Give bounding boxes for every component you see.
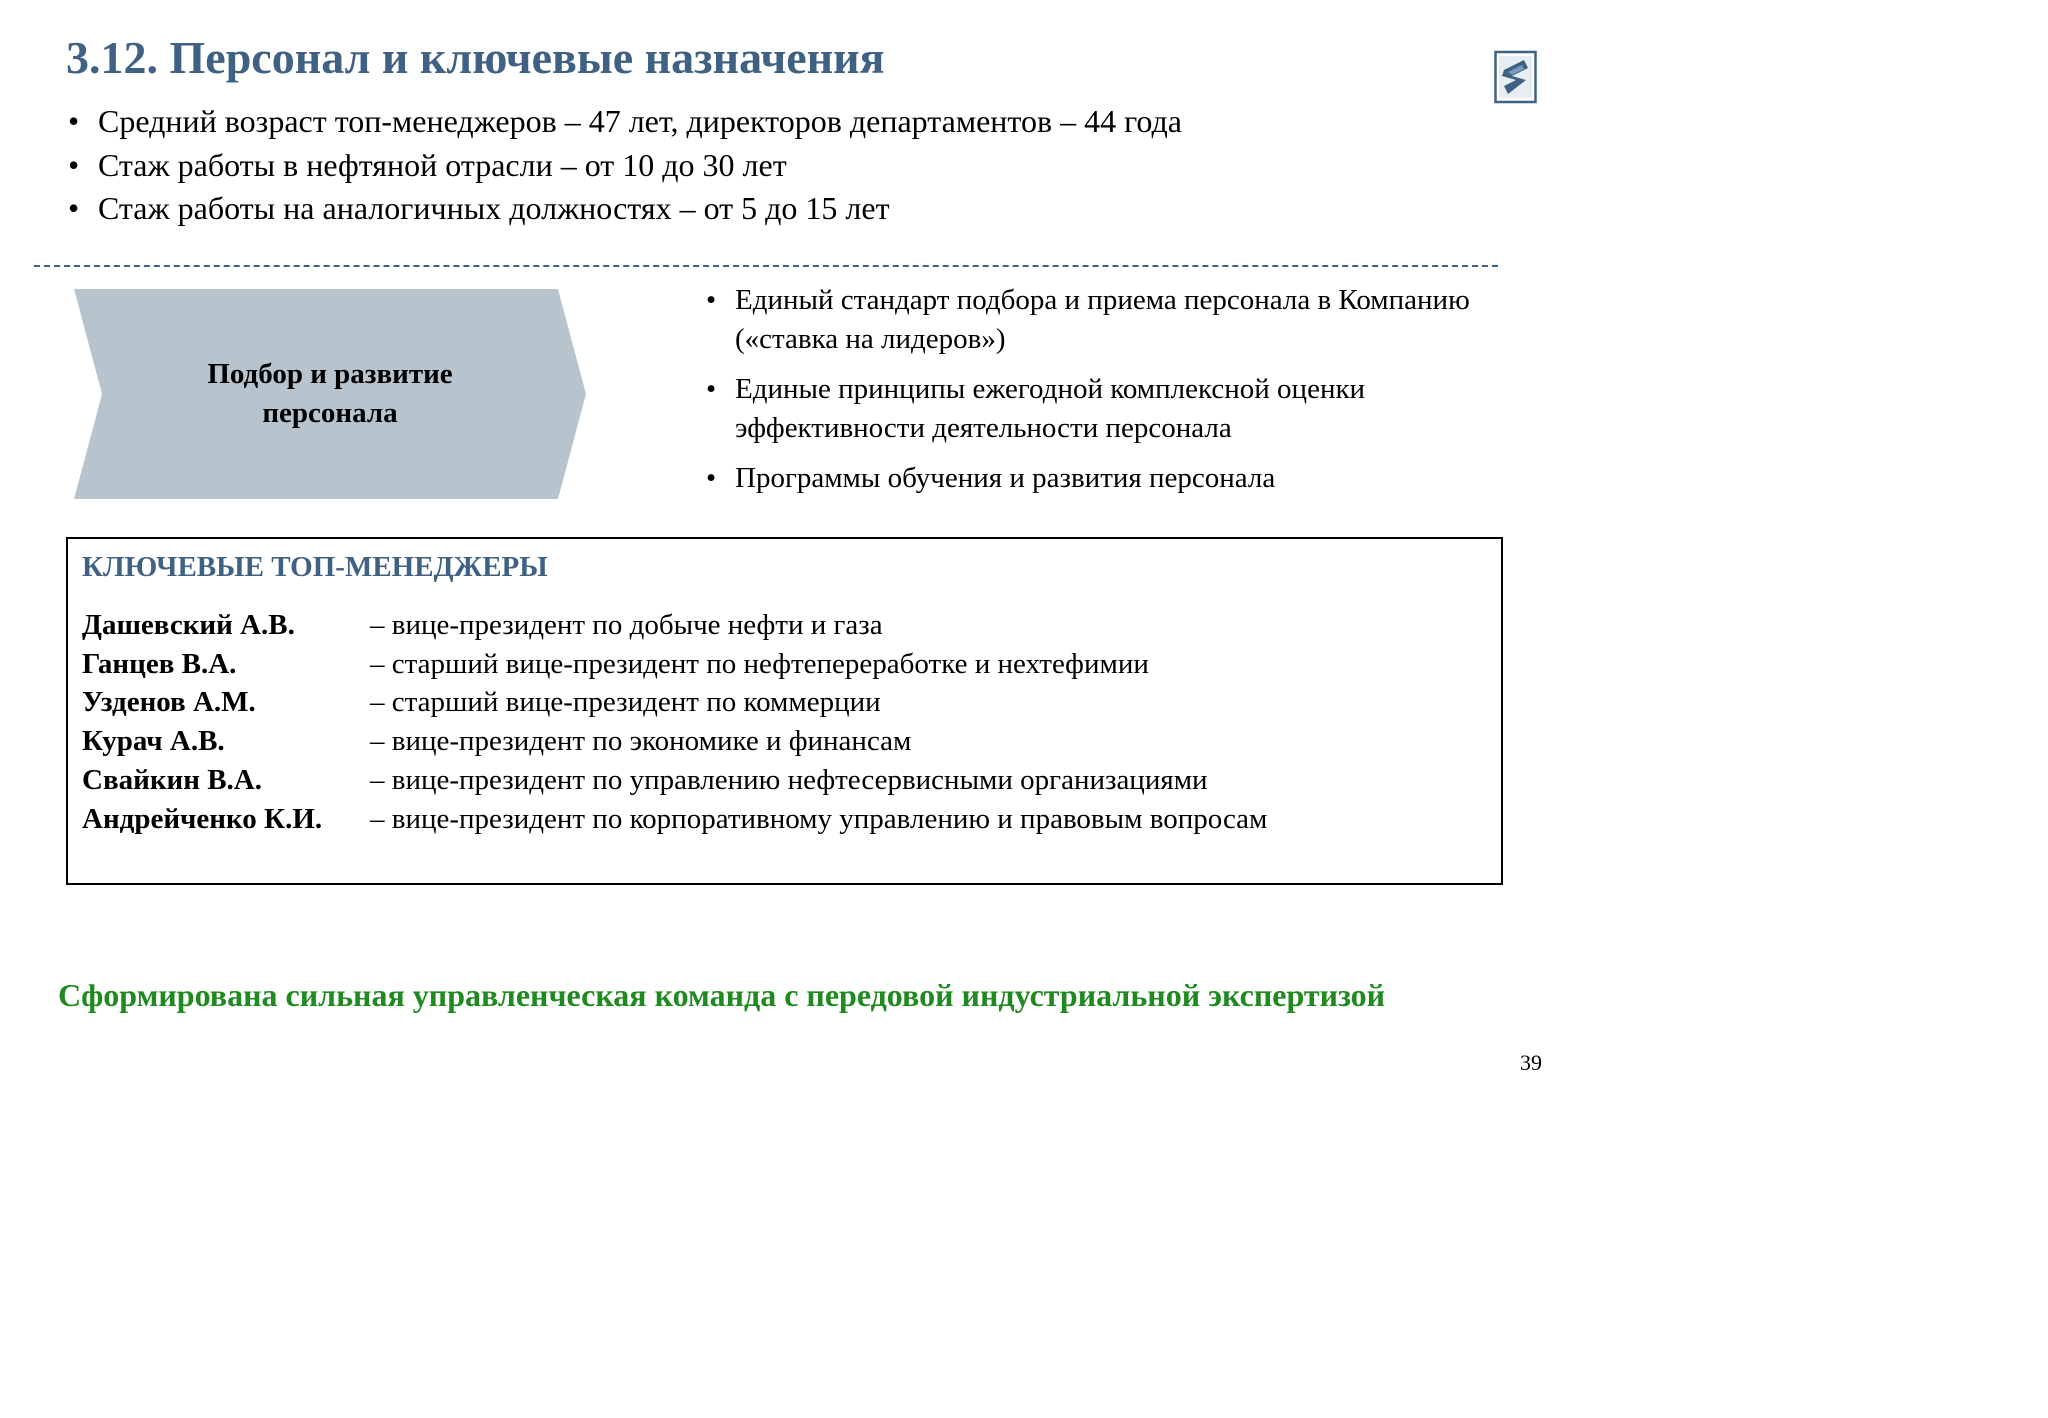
manager-name: Курач А.В.: [82, 725, 225, 758]
manager-role: – старший вице-президент по нефтепереработке и нехтефимии: [370, 647, 1149, 680]
bullet-glyph: •: [68, 146, 80, 183]
manager-name: Андрейченко К.И.: [82, 802, 323, 835]
conclusion-text: Сформирована сильная управленческая команда с передовой индустриальной экспертизой: [58, 977, 1386, 1013]
recruitment-bullet-text: Единые принципы ежегодной комплексной оценки эффективности деятельности персонала: [735, 373, 1366, 444]
manager-row: [82, 800, 1267, 839]
manager-name: Ганцев В.А.: [82, 647, 237, 680]
company-logo-icon: [1494, 48, 1540, 106]
manager-role: – вице-президент по добыче нефти и газа: [370, 609, 883, 641]
top-bullet-item: [68, 100, 1182, 144]
page-number: 39: [1520, 1050, 1542, 1075]
recruitment-label: [74, 289, 586, 499]
manager-name: Свайкин В.А.: [82, 763, 262, 796]
manager-row: [82, 722, 1267, 761]
bullet-glyph: •: [706, 462, 717, 494]
top-bullet-text: Стаж работы в нефтяной отрасли – от 10 до 30 лет: [98, 146, 787, 183]
bullet-glyph: •: [706, 373, 717, 405]
recruitment-bullet-item: [706, 459, 1506, 498]
top-bullet-item: [68, 144, 1182, 188]
manager-role: – вице-президент по экономике и финансам: [370, 725, 912, 758]
manager-row: [82, 683, 1267, 722]
manager-name: Узденов А.М.: [82, 686, 256, 719]
manager-role: – старший вице-президент по коммерции: [370, 686, 881, 719]
manager-row: [82, 645, 1267, 684]
manager-row: [82, 606, 1267, 645]
manager-role: – вице-президент по корпоративному управлению и правовым вопросам: [370, 802, 1268, 835]
dashed-divider: [34, 265, 1498, 267]
bullet-glyph: •: [68, 103, 80, 139]
top-bullet-text: Стаж работы на аналогичных должностях – от 5 до 15 лет: [98, 190, 890, 226]
top-bullet-item: [68, 187, 1182, 231]
manager-name: Дашевский А.В.: [82, 609, 295, 641]
recruitment-bullet-item: [706, 370, 1506, 448]
recruitment-bullet-text: Единый стандарт подбора и приема персонала в Компанию («ставка на лидеров»): [735, 284, 1470, 355]
recruitment-bullet-item: [706, 281, 1506, 359]
key-managers-list: [82, 606, 1267, 838]
key-managers-heading: КЛЮЧЕВЫЕ ТОП-МЕНЕДЖЕРЫ: [82, 551, 548, 583]
key-managers-box: [66, 537, 1503, 885]
bullet-glyph: •: [68, 190, 80, 226]
top-bullet-list: [68, 100, 1182, 231]
top-bullet-text: Средний возраст топ-менеджеров – 47 лет, директоров департаментов – 44 года: [98, 103, 1182, 139]
recruitment-bullet-text: Программы обучения и развития персонала: [735, 462, 1276, 494]
recruitment-bullet-list: [706, 281, 1506, 509]
slide-title: 3.12. Персонал и ключевые назначения: [66, 32, 885, 83]
manager-row: [82, 761, 1267, 800]
recruitment-label-line2: персонала: [262, 397, 398, 429]
recruitment-label-line1: Подбор и развитие: [207, 358, 453, 390]
manager-role: – вице-президент по управлению нефтесервисными организациями: [370, 763, 1208, 796]
bullet-glyph: •: [706, 284, 717, 316]
